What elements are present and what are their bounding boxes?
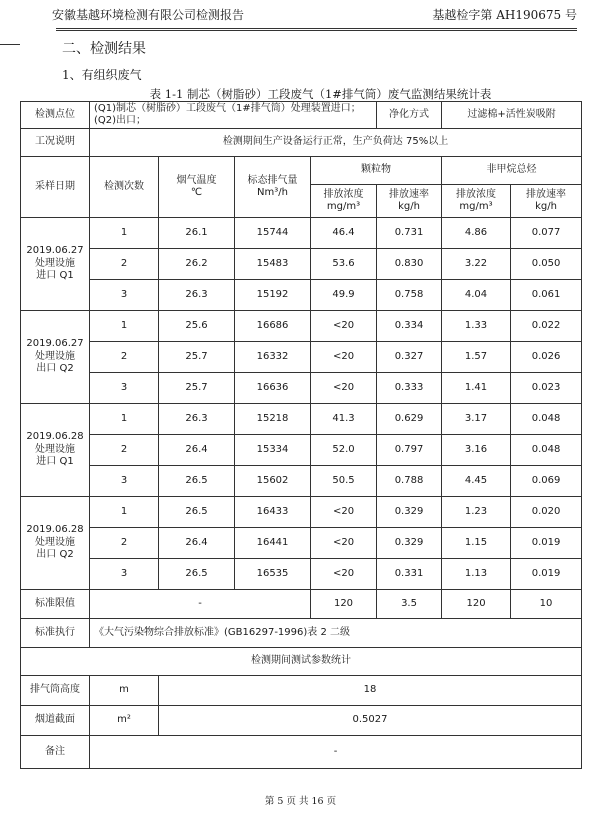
limit-pm-conc: 120 <box>311 590 377 619</box>
pm-rate-header <box>377 185 442 218</box>
flue-section-label: 烟道截面 <box>21 706 90 736</box>
note-row <box>21 736 582 769</box>
cell-flow: 15192 <box>235 280 311 311</box>
cell-count: 2 <box>90 435 159 466</box>
table-row <box>21 249 582 280</box>
header-org: 安徽基越环境检测有限公司检测报告 <box>52 8 245 22</box>
cell-pm-conc: 49.9 <box>311 280 377 311</box>
limit-row <box>21 590 582 619</box>
sample-desc: 处理设施 <box>35 350 75 362</box>
cell-pm-rate: 0.731 <box>377 218 442 249</box>
limit-dash: - <box>90 590 311 619</box>
cell-count: 3 <box>90 559 159 590</box>
cell-nmhc-rate: 0.050 <box>511 249 582 280</box>
cell-temp: 26.5 <box>159 497 235 528</box>
condition-value: 检测期间生产设备运行正常，生产负荷达 75%以上 <box>90 129 582 157</box>
cell-count: 2 <box>90 249 159 280</box>
cell-temp: 25.7 <box>159 342 235 373</box>
cell-count: 2 <box>90 528 159 559</box>
cell-nmhc-rate: 0.061 <box>511 280 582 311</box>
margin-mark <box>0 44 20 45</box>
cell-nmhc-conc: 3.17 <box>442 404 511 435</box>
condition-label: 工况说明 <box>21 129 90 157</box>
cell-nmhc-conc: 1.41 <box>442 373 511 404</box>
cell-flow: 15483 <box>235 249 311 280</box>
limit-label: 标准限值 <box>21 590 90 619</box>
stack-height-unit: m <box>90 676 159 706</box>
stack-height-label: 排气筒高度 <box>21 676 90 706</box>
table-row <box>21 435 582 466</box>
subsection-title: 1、有组织废气 <box>62 68 142 82</box>
cell-pm-conc: <20 <box>311 528 377 559</box>
sample-date-cell <box>21 404 90 497</box>
col-header-flow <box>235 157 311 218</box>
note-value: - <box>90 736 582 769</box>
cell-pm-conc: 53.6 <box>311 249 377 280</box>
table-tail <box>21 590 582 769</box>
cell-temp: 26.5 <box>159 466 235 497</box>
cell-temp: 25.7 <box>159 373 235 404</box>
cell-count: 3 <box>90 373 159 404</box>
col-header-nmhc: 非甲烷总烃 <box>442 157 582 185</box>
cell-pm-conc: <20 <box>311 311 377 342</box>
cell-nmhc-rate: 0.022 <box>511 311 582 342</box>
cell-nmhc-rate: 0.019 <box>511 528 582 559</box>
table-row <box>21 559 582 590</box>
cell-nmhc-conc: 1.57 <box>442 342 511 373</box>
cell-nmhc-conc: 4.45 <box>442 466 511 497</box>
table-row <box>21 373 582 404</box>
cell-pm-rate: 0.629 <box>377 404 442 435</box>
cell-temp: 26.5 <box>159 559 235 590</box>
cell-nmhc-rate: 0.048 <box>511 435 582 466</box>
stack-height-value: 18 <box>159 676 582 706</box>
cell-nmhc-conc: 1.13 <box>442 559 511 590</box>
cell-temp: 26.1 <box>159 218 235 249</box>
table-row <box>21 280 582 311</box>
cell-pm-rate: 0.329 <box>377 528 442 559</box>
header-rule-2 <box>56 30 577 31</box>
param-title-row <box>21 648 582 676</box>
table-body <box>21 102 582 590</box>
cell-nmhc-rate: 0.069 <box>511 466 582 497</box>
cell-count: 1 <box>90 218 159 249</box>
table-row <box>21 497 582 528</box>
cell-count: 2 <box>90 342 159 373</box>
header-rule <box>56 28 577 29</box>
section-title: 二、检测结果 <box>62 41 146 57</box>
nmhc-rate-unit: kg/h <box>535 201 557 212</box>
table-row <box>21 528 582 559</box>
sample-date: 2019.06.27 <box>26 338 84 350</box>
sample-date-cell <box>21 311 90 404</box>
col-header-flow-label: 标态排气量 <box>247 174 298 186</box>
page-header <box>24 0 577 22</box>
note-label: 备注 <box>21 736 90 769</box>
cell-flow: 16433 <box>235 497 311 528</box>
cell-nmhc-conc: 1.33 <box>442 311 511 342</box>
cell-nmhc-conc: 3.16 <box>442 435 511 466</box>
table-row <box>21 342 582 373</box>
flue-section-row <box>21 706 582 736</box>
pm-rate-unit: kg/h <box>398 201 420 212</box>
standard-label: 标准执行 <box>21 619 90 648</box>
pm-conc-header <box>311 185 377 218</box>
cell-pm-rate: 0.797 <box>377 435 442 466</box>
limit-pm-rate: 3.5 <box>377 590 442 619</box>
cell-nmhc-rate: 0.026 <box>511 342 582 373</box>
sample-loc: 进口 Q1 <box>36 456 74 468</box>
cell-pm-rate: 0.327 <box>377 342 442 373</box>
table-caption: 表 1-1 制芯（树脂砂）工段废气（1#排气筒）废气监测结果统计表 <box>149 87 492 101</box>
cell-count: 3 <box>90 466 159 497</box>
nmhc-conc-label: 排放浓度 <box>456 188 497 200</box>
param-title: 检测期间测试参数统计 <box>21 648 582 676</box>
cell-pm-conc: 50.5 <box>311 466 377 497</box>
header-report-no: 基越检字第 AH190675 号 <box>432 8 577 22</box>
sample-desc: 处理设施 <box>35 536 75 548</box>
standard-value: 《大气污染物综合排放标准》(GB16297-1996)表 2 二级 <box>90 619 582 648</box>
col-header-date: 采样日期 <box>21 157 90 218</box>
results-table <box>20 101 582 769</box>
standard-row <box>21 619 582 648</box>
cell-flow: 15744 <box>235 218 311 249</box>
cell-pm-rate: 0.331 <box>377 559 442 590</box>
sample-date-cell <box>21 218 90 311</box>
cell-nmhc-conc: 3.22 <box>442 249 511 280</box>
point-label: 检测点位 <box>21 102 90 129</box>
cell-pm-rate: 0.788 <box>377 466 442 497</box>
col-header-temp-unit: ℃ <box>190 187 203 198</box>
cell-pm-conc: <20 <box>311 373 377 404</box>
purify-value: 过滤棉+活性炭吸附 <box>442 102 582 129</box>
nmhc-conc-header <box>442 185 511 218</box>
sample-date: 2019.06.28 <box>26 524 84 536</box>
cell-flow: 16636 <box>235 373 311 404</box>
col-header-flow-unit: Nm³/h <box>257 187 288 198</box>
cell-pm-conc: <20 <box>311 497 377 528</box>
cell-temp: 26.2 <box>159 249 235 280</box>
col-header-temp <box>159 157 235 218</box>
nmhc-rate-header <box>511 185 582 218</box>
point-value: (Q1)制芯（树脂砂）工段废气（1#排气筒）处理装置进口；(Q2)出口； <box>90 102 377 129</box>
cell-pm-rate: 0.830 <box>377 249 442 280</box>
cell-pm-conc: 46.4 <box>311 218 377 249</box>
cell-pm-rate: 0.334 <box>377 311 442 342</box>
col-header-pm: 颗粒物 <box>311 157 442 185</box>
cell-nmhc-rate: 0.048 <box>511 404 582 435</box>
table-row <box>21 404 582 435</box>
cell-nmhc-conc: 4.04 <box>442 280 511 311</box>
cell-count: 3 <box>90 280 159 311</box>
sample-date: 2019.06.28 <box>26 431 84 443</box>
table-row <box>21 218 582 249</box>
cell-pm-conc: <20 <box>311 342 377 373</box>
cell-flow: 15602 <box>235 466 311 497</box>
cell-temp: 25.6 <box>159 311 235 342</box>
limit-nmhc-rate: 10 <box>511 590 582 619</box>
pm-conc-unit: mg/m³ <box>326 201 361 212</box>
flue-section-value: 0.5027 <box>159 706 582 736</box>
cell-temp: 26.4 <box>159 435 235 466</box>
limit-nmhc-conc: 120 <box>442 590 511 619</box>
cell-temp: 26.3 <box>159 404 235 435</box>
flue-section-unit: m² <box>90 706 159 736</box>
sample-loc: 进口 Q1 <box>36 270 74 282</box>
sample-desc: 处理设施 <box>35 443 75 455</box>
cell-flow: 16535 <box>235 559 311 590</box>
table-row <box>21 129 582 157</box>
cell-pm-rate: 0.329 <box>377 497 442 528</box>
cell-nmhc-conc: 4.86 <box>442 218 511 249</box>
cell-pm-conc: 41.3 <box>311 404 377 435</box>
nmhc-conc-unit: mg/m³ <box>459 201 493 212</box>
cell-flow: 16441 <box>235 528 311 559</box>
cell-nmhc-rate: 0.019 <box>511 559 582 590</box>
cell-count: 1 <box>90 311 159 342</box>
cell-flow: 15334 <box>235 435 311 466</box>
cell-flow: 15218 <box>235 404 311 435</box>
cell-nmhc-rate: 0.020 <box>511 497 582 528</box>
pm-conc-label: 排放浓度 <box>323 188 364 200</box>
pm-rate-label: 排放速率 <box>389 188 430 200</box>
nmhc-rate-label: 排放速率 <box>526 188 567 200</box>
purify-label: 净化方式 <box>377 102 442 129</box>
col-header-count: 检测次数 <box>90 157 159 218</box>
sample-loc: 出口 Q2 <box>36 363 74 375</box>
table-row <box>21 466 582 497</box>
cell-pm-conc: 52.0 <box>311 435 377 466</box>
cell-pm-rate: 0.758 <box>377 280 442 311</box>
cell-nmhc-conc: 1.23 <box>442 497 511 528</box>
cell-count: 1 <box>90 404 159 435</box>
cell-nmhc-conc: 1.15 <box>442 528 511 559</box>
cell-nmhc-rate: 0.023 <box>511 373 582 404</box>
cell-temp: 26.3 <box>159 280 235 311</box>
table-header-row <box>21 157 582 185</box>
cell-temp: 26.4 <box>159 528 235 559</box>
cell-pm-conc: <20 <box>311 559 377 590</box>
sample-desc: 处理设施 <box>35 257 75 269</box>
cell-pm-rate: 0.333 <box>377 373 442 404</box>
sample-date: 2019.06.27 <box>26 245 84 257</box>
cell-flow: 16332 <box>235 342 311 373</box>
cell-nmhc-rate: 0.077 <box>511 218 582 249</box>
col-header-temp-label: 烟气温度 <box>176 174 217 186</box>
page-footer: 第 5 页 共 16 页 <box>264 796 337 807</box>
sample-loc: 出口 Q2 <box>36 549 74 561</box>
table-row <box>21 102 582 129</box>
table-row <box>21 311 582 342</box>
cell-count: 1 <box>90 497 159 528</box>
cell-flow: 16686 <box>235 311 311 342</box>
sample-date-cell <box>21 497 90 590</box>
stack-height-row <box>21 676 582 706</box>
